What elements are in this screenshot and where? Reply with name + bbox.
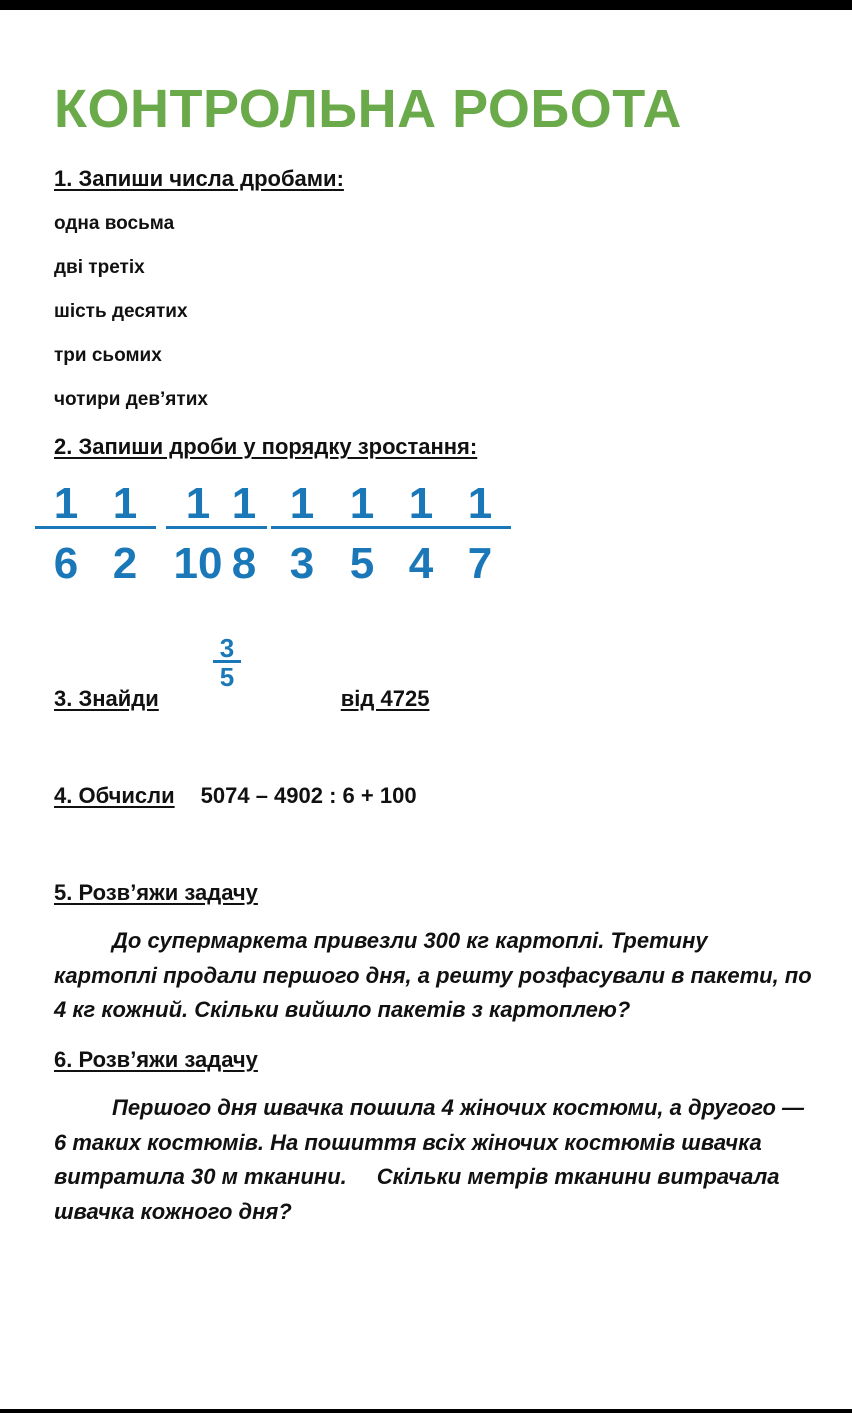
task3-label: 3. Знайди	[54, 686, 159, 711]
task6-line: витратила 30 м тканини.	[54, 1164, 347, 1189]
task1-item: одна восьма	[54, 213, 175, 234]
fraction-numerator: 1	[94, 482, 156, 529]
task6-heading: 6. Розв’яжи задачу	[54, 1047, 258, 1072]
fraction-numerator: 3	[213, 636, 241, 663]
fraction-denominator: 8	[231, 539, 257, 588]
page-title: КОНТРОЛЬНА РОБОТА	[54, 79, 682, 139]
task1-item: шість десятих	[54, 301, 188, 322]
task5-line: картоплі продали першого дня, а решту розфасували в пакети, по	[54, 962, 812, 988]
task1-heading: 1. Запиши числа дробами:	[54, 166, 344, 191]
fraction	[449, 479, 511, 593]
bottom-border	[0, 1409, 852, 1413]
fraction-numerator: 1	[221, 482, 267, 529]
fraction-denominator: 4	[408, 539, 434, 588]
fraction-numerator: 1	[449, 482, 511, 529]
task3-suffix: від 4725	[340, 686, 430, 711]
task6-line: Скільки метрів тканини витрачала	[376, 1164, 780, 1189]
fraction-numerator: 1	[390, 482, 452, 529]
fraction	[35, 479, 97, 593]
fraction	[221, 479, 267, 593]
fraction-denominator: 3	[289, 539, 315, 588]
task1-item: чотири дев’ятих	[54, 389, 208, 410]
task6-line: Першого дня швачка пошила 4 жіночих костюми, а другого —	[112, 1095, 805, 1120]
task5-heading: 5. Розв’яжи задачу	[54, 880, 258, 905]
fraction-numerator: 1	[271, 482, 333, 529]
fraction	[94, 479, 156, 593]
task3-line	[54, 686, 429, 712]
fraction-denominator: 5	[349, 539, 375, 588]
task1-item: дві третіх	[54, 257, 145, 278]
fraction	[331, 479, 393, 593]
task5-text	[54, 924, 852, 1028]
task6-text	[54, 1091, 852, 1229]
fraction-denominator: 10	[173, 539, 223, 588]
task6-line: швачка кожного дня?	[54, 1198, 292, 1224]
fraction-denominator: 6	[53, 539, 79, 588]
top-border	[0, 0, 852, 10]
fraction	[271, 479, 333, 593]
fraction-numerator: 1	[166, 482, 230, 529]
task4-line	[54, 783, 417, 809]
task1-item: три сьомих	[54, 345, 162, 366]
fraction-numerator: 1	[35, 482, 97, 529]
task4-label: 4. Обчисли	[54, 783, 175, 808]
fraction-denominator: 2	[112, 539, 138, 588]
fraction-denominator: 7	[467, 539, 493, 588]
task4-expression: 5074 – 4902 : 6 + 100	[200, 783, 417, 808]
task5-line: До супермаркета привезли 300 кг картоплі. Третину	[112, 928, 708, 953]
fraction-numerator: 1	[331, 482, 393, 529]
task2-heading: 2. Запиши дроби у порядку зростання:	[54, 434, 478, 459]
task3-fraction	[213, 633, 241, 692]
task6-line: 6 таких костюмів. На пошиття всіх жіночих костюмів швачка	[54, 1129, 762, 1155]
fraction	[390, 479, 452, 593]
task5-line: 4 кг кожний. Скільки вийшло пакетів з картоплею?	[54, 997, 631, 1022]
fraction-denominator: 5	[219, 662, 235, 692]
